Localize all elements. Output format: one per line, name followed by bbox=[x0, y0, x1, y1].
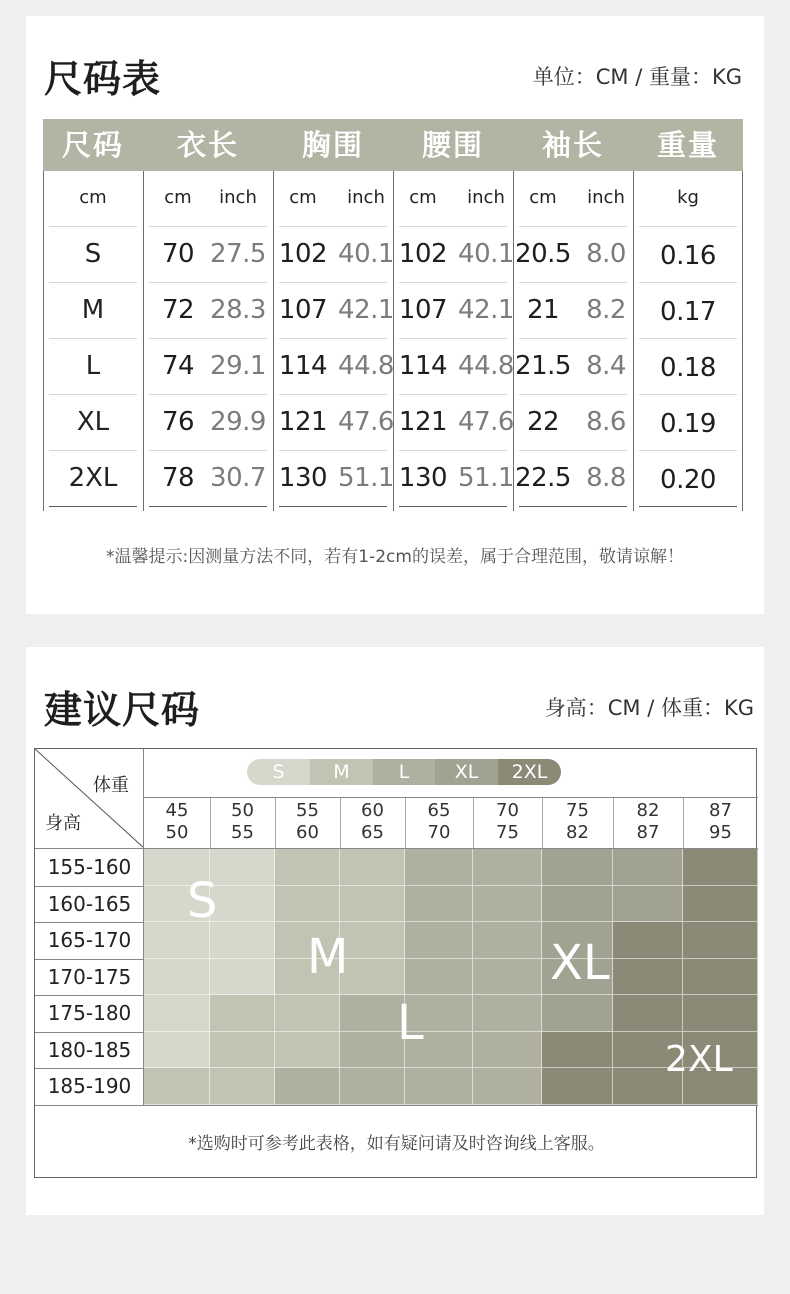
grid-cell-l bbox=[473, 995, 542, 1032]
size-label: L bbox=[85, 351, 101, 381]
row-divider bbox=[149, 226, 267, 227]
grid-cell-l bbox=[405, 849, 473, 886]
column-divider bbox=[143, 171, 144, 511]
recommend-grid bbox=[34, 748, 757, 1178]
column-divider bbox=[393, 171, 394, 511]
value-inch: 47.6 bbox=[338, 407, 394, 437]
height-range: 170-175 bbox=[47, 964, 132, 989]
row-divider bbox=[49, 226, 137, 227]
row-divider bbox=[279, 506, 387, 507]
row-divider bbox=[519, 338, 627, 339]
weight-range-bottom: 50 bbox=[165, 822, 189, 843]
row-divider bbox=[49, 338, 137, 339]
value-inch: 30.7 bbox=[210, 463, 266, 493]
height-range: 175-180 bbox=[47, 1001, 132, 1025]
weight-range bbox=[340, 801, 405, 843]
value-cm: 102 bbox=[278, 239, 328, 269]
value-cm: 74 bbox=[161, 351, 195, 381]
grid-cell-s bbox=[210, 922, 275, 959]
grid-cell-l bbox=[473, 849, 542, 886]
row-divider bbox=[639, 394, 737, 395]
grid-cell-2xl bbox=[683, 886, 758, 923]
subheader-unit: cm bbox=[164, 187, 192, 208]
value-cm: 72 bbox=[161, 295, 195, 325]
row-divider bbox=[519, 450, 627, 451]
row-divider bbox=[519, 394, 627, 395]
row-divider bbox=[49, 450, 137, 451]
weight-range bbox=[683, 801, 758, 843]
grid-bottom-line bbox=[35, 1105, 758, 1106]
grid-cell-l bbox=[473, 886, 542, 923]
subheader-unit: inch bbox=[587, 187, 625, 208]
value-inch: 44.8 bbox=[338, 351, 394, 381]
size-label: XL bbox=[76, 407, 110, 437]
grid-cell-m bbox=[275, 849, 340, 886]
weight-range-top: 82 bbox=[636, 800, 660, 821]
grid-cell-s bbox=[210, 849, 275, 886]
grid-cell-l bbox=[473, 1068, 542, 1105]
grid-cell-2xl bbox=[542, 1068, 613, 1105]
grid-cell-2xl bbox=[613, 922, 683, 959]
grid-cell-2xl bbox=[683, 995, 758, 1032]
value-inch: 29.9 bbox=[210, 407, 266, 437]
grid-cell-l bbox=[340, 1068, 405, 1105]
weight-range-bottom: 82 bbox=[566, 822, 589, 843]
row-divider bbox=[149, 282, 267, 283]
value-inch: 27.5 bbox=[210, 239, 266, 269]
legend-pill-s: S bbox=[247, 759, 310, 785]
grid-cell-2xl bbox=[683, 922, 758, 959]
row-divider bbox=[149, 506, 267, 507]
value-inch: 51.1 bbox=[338, 463, 394, 493]
row-divider bbox=[279, 394, 387, 395]
zone-label-xl: XL bbox=[550, 935, 610, 991]
grid-cell-l bbox=[405, 922, 473, 959]
grid-cell-l bbox=[340, 995, 405, 1032]
height-range: 185-190 bbox=[47, 1074, 132, 1098]
grid-cell-m bbox=[210, 1032, 275, 1069]
value-weight: 0.16 bbox=[660, 241, 716, 271]
value-inch: 29.1 bbox=[210, 351, 266, 381]
grid-cell-m bbox=[340, 886, 405, 923]
header-length: 衣长 bbox=[176, 128, 239, 162]
grid-cell-l bbox=[473, 959, 542, 996]
value-cm: 78 bbox=[161, 463, 195, 493]
row-divider bbox=[279, 282, 387, 283]
weight-range bbox=[275, 801, 340, 843]
zone-label-2xl: 2XL bbox=[665, 1039, 733, 1080]
weight-range bbox=[542, 801, 613, 843]
subheader-unit: inch bbox=[467, 187, 505, 208]
grid-cell-2xl bbox=[613, 959, 683, 996]
grid-cell-2xl bbox=[542, 1032, 613, 1069]
value-weight: 0.17 bbox=[660, 297, 716, 327]
legend-pill-m: M bbox=[310, 759, 373, 785]
weight-range-top: 70 bbox=[496, 800, 519, 821]
height-range: 155-160 bbox=[47, 855, 132, 879]
legend-pill-xl: XL bbox=[435, 759, 498, 785]
row-divider bbox=[49, 506, 137, 507]
legend-pill-l: L bbox=[373, 759, 435, 785]
row-divider bbox=[399, 506, 507, 507]
header-waist: 腰围 bbox=[421, 128, 484, 162]
value-cm: 130 bbox=[278, 463, 328, 493]
row-divider bbox=[399, 338, 507, 339]
value-inch: 8.8 bbox=[586, 463, 626, 493]
column-divider bbox=[633, 171, 634, 511]
row-divider bbox=[49, 282, 137, 283]
weight-range-top: 65 bbox=[427, 800, 451, 821]
grid-cell-m bbox=[275, 886, 340, 923]
weight-range-bottom: 65 bbox=[361, 822, 384, 843]
weight-range-top: 87 bbox=[709, 800, 732, 821]
grid-cell-m bbox=[275, 995, 340, 1032]
recommend-unit-note: 身高：CM / 体重：KG bbox=[544, 696, 754, 720]
value-inch: 40.1 bbox=[458, 239, 514, 269]
weight-range-top: 50 bbox=[231, 800, 254, 821]
column-divider bbox=[273, 171, 274, 511]
weight-range-bottom: 60 bbox=[296, 822, 319, 843]
corner-weight-label: 体重 bbox=[93, 775, 129, 796]
size-label: 2XL bbox=[68, 463, 118, 493]
header-divider bbox=[144, 797, 758, 798]
subheader-unit: cm bbox=[409, 187, 437, 208]
value-weight: 0.20 bbox=[660, 465, 716, 495]
value-weight: 0.19 bbox=[660, 409, 716, 439]
weight-range bbox=[473, 801, 542, 843]
grid-cell-m bbox=[340, 959, 405, 996]
weight-range bbox=[144, 801, 210, 843]
zone-label-l: L bbox=[397, 995, 424, 1051]
grid-cell-s bbox=[144, 959, 210, 996]
row-divider bbox=[519, 506, 627, 507]
weight-range bbox=[613, 801, 683, 843]
grid-cell-2xl bbox=[683, 959, 758, 996]
value-cm: 130 bbox=[398, 463, 448, 493]
row-divider bbox=[399, 226, 507, 227]
value-cm: 22.5 bbox=[515, 463, 571, 493]
size-label: M bbox=[81, 295, 105, 325]
row-divider bbox=[279, 450, 387, 451]
size-table-header bbox=[43, 119, 743, 171]
column-divider bbox=[742, 171, 743, 511]
header-sleeve: 袖长 bbox=[541, 128, 604, 162]
recommend-note: *选购时可参考此表格，如有疑问请及时咨询线上客服。 bbox=[188, 1134, 605, 1154]
value-cm: 121 bbox=[278, 407, 328, 437]
grid-cell-l bbox=[405, 1068, 473, 1105]
grid-cell-2xl bbox=[683, 849, 758, 886]
grid-cell-m bbox=[340, 849, 405, 886]
grid-cell-s bbox=[210, 959, 275, 996]
grid-cell-m bbox=[210, 1068, 275, 1105]
grid-cell-l bbox=[275, 1068, 340, 1105]
size-label: S bbox=[84, 239, 102, 269]
weight-range bbox=[210, 801, 275, 843]
height-row-divider bbox=[35, 1032, 144, 1033]
value-weight: 0.18 bbox=[660, 353, 716, 383]
height-range: 180-185 bbox=[47, 1037, 132, 1062]
row-divider bbox=[149, 394, 267, 395]
height-row-divider bbox=[35, 995, 144, 996]
value-inch: 51.1 bbox=[458, 463, 514, 493]
value-cm: 107 bbox=[398, 295, 448, 325]
grid-cell-l bbox=[473, 922, 542, 959]
value-inch: 42.1 bbox=[458, 295, 514, 325]
weight-range-top: 60 bbox=[361, 800, 384, 821]
size-chart-title: 尺码表 bbox=[44, 57, 162, 101]
row-divider bbox=[279, 338, 387, 339]
grid-cell-xl bbox=[542, 995, 613, 1032]
size-chart-note: *温馨提示:因测量方法不同，若有1-2cm的误差，属于合理范围，敬请谅解！ bbox=[106, 547, 684, 567]
legend-pill-2xl: 2XL bbox=[498, 759, 561, 785]
grid-cell-m bbox=[340, 922, 405, 959]
height-row-divider bbox=[35, 959, 144, 960]
row-divider bbox=[639, 506, 737, 507]
size-chart-card bbox=[26, 16, 764, 614]
grid-cell-xl bbox=[542, 849, 613, 886]
grid-cell-l bbox=[473, 1032, 542, 1069]
grid-cell-s bbox=[210, 886, 275, 923]
grid-cell-s bbox=[144, 1032, 210, 1069]
value-inch: 44.8 bbox=[458, 351, 514, 381]
grid-cell-l bbox=[405, 886, 473, 923]
column-divider bbox=[513, 171, 514, 511]
weight-range-top: 45 bbox=[165, 800, 189, 821]
recommend-card bbox=[26, 647, 764, 1215]
value-inch: 28.3 bbox=[210, 295, 266, 325]
grid-cell-m bbox=[210, 995, 275, 1032]
row-divider bbox=[399, 394, 507, 395]
value-cm: 107 bbox=[278, 295, 328, 325]
value-cm: 70 bbox=[161, 239, 195, 269]
grid-cell-s bbox=[144, 995, 210, 1032]
subheader-unit: cm bbox=[289, 187, 317, 208]
column-divider bbox=[43, 171, 44, 511]
weight-range-top: 75 bbox=[566, 800, 589, 821]
grid-cell-m bbox=[144, 1068, 210, 1105]
value-inch: 42.1 bbox=[338, 295, 394, 325]
value-inch: 47.6 bbox=[458, 407, 514, 437]
value-cm: 20.5 bbox=[515, 239, 571, 269]
weight-range-top: 55 bbox=[296, 800, 319, 821]
grid-cell-m bbox=[275, 1032, 340, 1069]
weight-range-bottom: 75 bbox=[496, 822, 519, 843]
value-cm: 21 bbox=[526, 295, 560, 325]
weight-range bbox=[405, 801, 473, 843]
grid-cell-l bbox=[340, 1032, 405, 1069]
weight-range-bottom: 55 bbox=[231, 822, 254, 843]
subheader-unit: cm bbox=[79, 187, 107, 208]
zone-label-m: M bbox=[307, 929, 349, 985]
row-divider bbox=[399, 450, 507, 451]
subheader-unit: cm bbox=[529, 187, 557, 208]
zone-label-s: S bbox=[187, 873, 218, 929]
row-divider bbox=[49, 394, 137, 395]
row-divider bbox=[639, 282, 737, 283]
value-cm: 121 bbox=[398, 407, 448, 437]
grid-cell-xl bbox=[613, 886, 683, 923]
row-divider bbox=[149, 450, 267, 451]
header-chest: 胸围 bbox=[301, 128, 364, 162]
weight-range-bottom: 70 bbox=[427, 822, 451, 843]
value-inch: 8.0 bbox=[586, 239, 626, 269]
grid-cell-xl bbox=[542, 886, 613, 923]
height-range: 165-170 bbox=[47, 928, 132, 952]
value-cm: 22 bbox=[526, 407, 560, 437]
weight-range-bottom: 87 bbox=[636, 822, 660, 843]
height-range: 160-165 bbox=[47, 891, 132, 916]
row-divider bbox=[639, 338, 737, 339]
value-cm: 114 bbox=[398, 351, 448, 381]
size-chart-unit-note: 单位：CM / 重量：KG bbox=[532, 65, 742, 89]
weight-range-bottom: 95 bbox=[709, 822, 732, 843]
value-cm: 76 bbox=[161, 407, 195, 437]
value-inch: 8.4 bbox=[586, 351, 626, 381]
height-row-divider bbox=[35, 1068, 144, 1069]
value-cm: 114 bbox=[278, 351, 328, 381]
subheader-unit: inch bbox=[219, 187, 257, 208]
row-divider bbox=[639, 226, 737, 227]
subheader-unit: kg bbox=[677, 187, 699, 208]
size-table bbox=[43, 119, 743, 511]
row-divider bbox=[279, 226, 387, 227]
height-row-divider bbox=[35, 922, 144, 923]
row-divider bbox=[399, 282, 507, 283]
value-inch: 8.6 bbox=[586, 407, 626, 437]
header-weight: 重量 bbox=[656, 128, 719, 162]
row-divider bbox=[519, 226, 627, 227]
value-inch: 8.2 bbox=[586, 295, 626, 325]
grid-cell-l bbox=[405, 959, 473, 996]
row-divider bbox=[519, 282, 627, 283]
grid-cell-xl bbox=[613, 849, 683, 886]
height-row-divider bbox=[35, 886, 144, 887]
value-cm: 21.5 bbox=[515, 351, 571, 381]
row-divider bbox=[149, 338, 267, 339]
subheader-unit: inch bbox=[347, 187, 385, 208]
header-size: 尺码 bbox=[61, 128, 124, 162]
value-inch: 40.1 bbox=[338, 239, 394, 269]
recommend-title: 建议尺码 bbox=[44, 688, 201, 732]
grid-cell-2xl bbox=[613, 995, 683, 1032]
value-cm: 102 bbox=[398, 239, 448, 269]
row-divider bbox=[639, 450, 737, 451]
corner-height-label: 身高 bbox=[45, 813, 81, 834]
